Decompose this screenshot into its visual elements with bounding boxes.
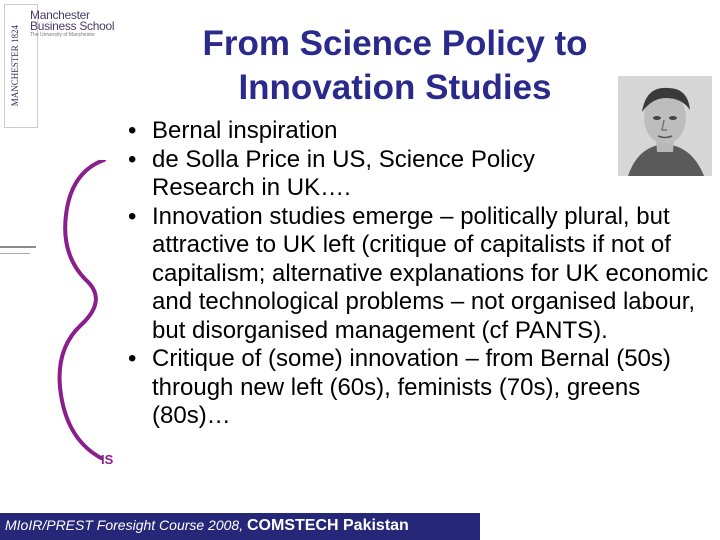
title-line-1: From Science Policy to [202,24,588,63]
bullet-list [128,117,718,431]
divider-line [0,246,36,248]
is-label: IS [101,452,114,467]
title-line-2: Innovation Studies [238,68,552,107]
divider-line [0,253,30,254]
footer-bar [0,513,480,540]
bullet-item: • de Solla Price in US, Science Policy Research in UK…. [128,146,718,203]
manchester-vertical-text: MANCHESTER 1824 [10,25,20,107]
slide-title [150,22,640,110]
footer-text: MIoIR/PREST Foresight Course 2008, COMSTECH Pakistan [5,517,409,534]
decorative-squiggle [46,160,116,460]
bullet-item: • Bernal inspiration [128,117,718,146]
business-school-logo: Manchester Business School The University of Manchester [30,8,115,38]
bullet-item: • Critique of (some) innovation – from Bernal (50s) through new left (60s), feminists (70s), greens (80s)… [128,345,718,431]
bullet-item: • Innovation studies emerge – politically plural, but attractive to UK left (critique of capitalists if not of capitalism; alternative explanations for UK economic and technological problems – not organised labour, but disorganised management (cf PANTS). [128,203,718,346]
